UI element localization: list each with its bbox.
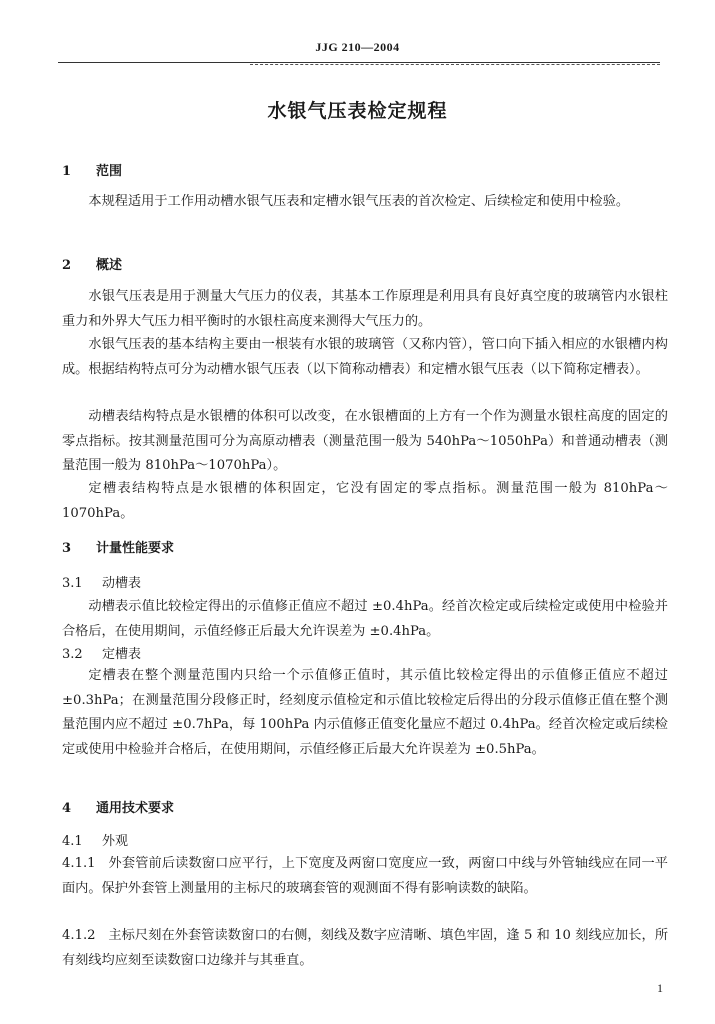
subsection-title: 动槽表 — [102, 576, 142, 591]
section-1-heading — [62, 160, 122, 179]
subsection-3-2-heading — [62, 643, 141, 662]
section-1-paragraph: 本规程适用于工作用动槽水银气压表和定槽水银气压表的首次检定、后续检定和使用中检验。 — [88, 194, 630, 209]
subsection-number: 4.1 — [62, 834, 83, 849]
page-number: 1 — [657, 981, 663, 995]
header-rule — [58, 62, 660, 63]
section-number: 1 — [62, 164, 72, 179]
section-number: 3 — [62, 541, 72, 556]
section-title: 范围 — [96, 164, 123, 179]
section-2-paragraph-3: 动槽表结构特点是水银槽的体积可以改变，在水银槽面的上方有一个作为测量水银柱高度的固定的零点指标。按其测量范围可分为高原动槽表（测量范围一般为 540hPa～1050hPa）和普通动槽表（测量范围一般为 810hPa～1070hPa）。 — [62, 409, 668, 473]
document-title: 水银气压表检定规程 — [267, 100, 448, 122]
subsection-number: 3.2 — [62, 647, 83, 662]
clause-4-1-1 — [62, 852, 668, 901]
section-number: 2 — [62, 258, 72, 273]
section-3-heading — [62, 537, 174, 556]
header-rule-secondary — [250, 64, 660, 65]
clause-number: 4.1.2 — [62, 928, 96, 943]
section-2-paragraph-2: 水银气压表的基本结构主要由一根装有水银的玻璃管（又称内管），管口向下插入相应的水银槽内构成。根据结构特点可分为动槽水银气压表（以下简称动槽表）和定槽水银气压表（以下简称定槽表）。 — [62, 337, 668, 377]
subsection-number: 3.1 — [62, 576, 83, 591]
clause-4-1-2 — [62, 924, 668, 973]
subsection-title: 外观 — [102, 834, 129, 849]
standard-code-header: JJG 210—2004 — [315, 40, 400, 54]
clause-number: 4.1.1 — [62, 856, 96, 871]
section-2-paragraph-1: 水银气压表是用于测量大气压力的仪表，其基本工作原理是利用具有良好真空度的玻璃管内水银柱重力和外界大气压力相平衡时的水银柱高度来测得大气压力的。 — [62, 289, 668, 329]
subsection-title: 定槽表 — [102, 647, 142, 662]
clause-text: 外套管前后读数窗口应平行，上下宽度及两窗口宽度应一致，两窗口中线与外管轴线应在同一平面内。保护外套管上测量用的主标尺的玻璃套管的观测面不得有影响读数的缺陷。 — [62, 856, 668, 896]
section-2-heading — [62, 254, 122, 273]
section-title: 计量性能要求 — [96, 541, 175, 556]
section-title: 通用技术要求 — [96, 801, 175, 816]
subsection-3-2-paragraph: 定槽表在整个测量范围内只给一个示值修正值时，其示值比较检定得出的示值修正值应不超过 ±0.3hPa；在测量范围分段修正时，经刻度示值检定和示值比较检定后得出的分段示值修正值在整个测量范围内应不超过 ±0.7hPa，每 100hPa 内示值修正值变化量应不超过 0.4hPa。经首次检定或后续检定或使用中检验并合格后，在使用期间，示值经修正后最大允许误差为 ±0.5hPa。 — [62, 668, 668, 757]
subsection-4-1-heading — [62, 830, 128, 849]
subsection-3-1-heading — [62, 572, 141, 591]
subsection-3-1-paragraph: 动槽表示值比较检定得出的示值修正值应不超过 ±0.4hPa。经首次检定或后续检定或使用中检验并合格后，在使用期间，示值经修正后最大允许误差为 ±0.4hPa。 — [62, 599, 668, 639]
section-2-paragraph-4: 定槽表结构特点是水银槽的体积固定，它没有固定的零点指标。测量范围一般为 810hPa～1070hPa。 — [62, 481, 668, 521]
section-4-heading — [62, 797, 174, 816]
section-title: 概述 — [96, 258, 123, 273]
clause-text: 主标尺刻在外套管读数窗口的右侧，刻线及数字应清晰、填色牢固，逢 5 和 10 刻线应加长，所有刻线均应刻至读数窗口边缘并与其垂直。 — [62, 928, 669, 968]
section-number: 4 — [62, 801, 72, 816]
